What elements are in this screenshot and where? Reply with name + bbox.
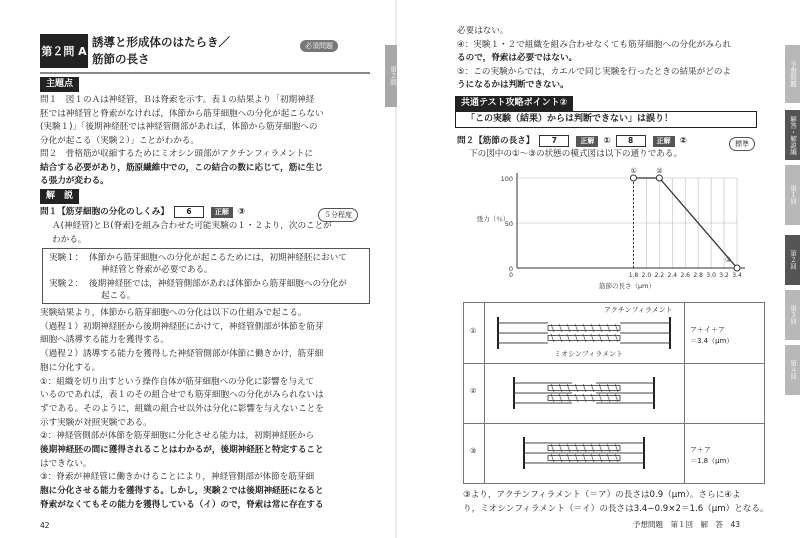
exp1-line-1: 体節から筋芽細胞への分化が起こるためには，初期神経胚において [89,253,347,263]
problem-number: 第２問 A [40,34,88,68]
sarcomere-drawings [484,303,684,483]
filament-diagram [463,302,765,484]
point-text: 「この実験（結果）からは判断できない」は誤り！ [466,114,674,124]
body-line: 胞に分化する。 [40,362,101,373]
body-line: ずである。そのように，組織の組合せ以外は分化に影響を与えないことを [40,403,324,414]
data-point-2 [734,265,740,271]
q1lines-line: わかる。 [52,234,87,245]
sidebar-tab: 第２問 [385,45,400,107]
row2-label: ② [470,387,477,395]
required-badge: 必須問題 [300,40,338,52]
body-line: 脊索がなくてもその能力を獲得している（イ）ので，脊索は常に存在する [40,499,324,510]
title-line-2: 筋節の長さ [92,52,150,66]
exp1-line-2: 神経管と脊索が必要である。 [101,265,213,275]
body-line: ③：脊索が神経管に働きかけることにより，神経管側部が体節を筋芽細 [40,472,315,483]
formula-1: ア＋イ＋ア [690,326,725,334]
point-label-0: ① [630,167,637,175]
body-line: 示す実験が対照実験である。 [40,417,152,428]
body-line: （過程２）誘導する能力を獲得した神経管側部が体節に働きかけ，筋芽細 [40,349,324,360]
body-line: いるのであれば，表１のその組合せでも筋芽細胞への分化がみられないは [40,390,324,401]
y-tick-2: 0 [508,265,513,273]
q1lines-line: Ａ(神経管)とＢ(脊索)を組み合わせた可能実験の１・２より，次のことが [52,221,332,231]
diagram-col-divider-2 [684,303,685,483]
point-label-1: ② [656,167,663,175]
q2-answer-box-2: 8 [616,135,646,147]
divider [40,72,370,74]
exp2-line-2: 起こる。 [101,291,136,301]
sidebar-tab-2: 第１回 [785,165,800,225]
q2-line: 下の図中の①～③の状態の模式図は以下の通りである。 [469,149,683,159]
x-tick-2: 2.0 [641,272,652,279]
kaisetsu-label: 解 説 [40,189,79,204]
sidebar-tab-3: 第２回 [785,235,800,285]
right-page [397,0,800,538]
tension-length-chart [477,163,767,293]
q1-answer-num: ③ [237,207,246,217]
y-tick-0: 100 [500,175,513,183]
q2-answer-box-1: 7 [539,135,569,147]
exp2-label: 実験２： [49,279,84,289]
body-line: 実験結果より，体節から筋芽細胞への分化は以下の仕組みで起こる。 [40,308,307,318]
q1-time-badge: ５分程度 [318,208,358,222]
y-axis-label: 張力（％） [476,215,510,223]
data-point-0 [630,175,636,181]
q1-correct-tag: 正解 [211,207,233,218]
q2-correct-tag-1: 正解 [576,136,598,147]
page-number-right: 予想問題 第１回 解 答 43 [633,520,741,529]
body-line: 胞に分化させる能力を獲得する。しかし，実験２では後期神経胚になると [40,486,324,497]
rbottom-line: り，ミオシンフィラメント（＝イ）の長さは3.4−0.9×2＝1.6（μm）となる。 [463,504,769,514]
title-line-1: 誘導と形成体のはたらき／ [92,35,230,49]
sidebar-tab-4: 第３回 [785,290,800,340]
summary-line: (実験１)」「後期神経胚では神経管側部があれば，体節から筋芽細胞への [40,122,318,132]
left-page [0,0,395,538]
summary-line: 問２ 骨格筋が収縮するためにミオシン頭部がアクチンフィラメントに [40,149,314,159]
summary-line: る張力が変わる。 [40,176,109,186]
x-tick-5: 2.6 [680,272,691,279]
point-box [455,111,757,128]
rtop-line: るので，脊索は必要ではない。 [457,53,578,63]
point-label-2: ③ [725,256,732,264]
x-tick-4: 2.4 [667,272,678,279]
q2-correct-tag-2: 正解 [653,136,675,147]
x-axis-label: 筋節の長さ（μm） [599,282,655,290]
y-tick-1: 50 [504,220,513,228]
row1-label: ① [470,327,477,335]
formula-1-result: ＝3.4（μm） [690,337,734,345]
body-line: 細胞へ誘導する能力を獲得する。 [40,335,169,346]
summary-label: 主題点 [40,77,79,92]
data-point-1 [656,175,662,181]
x-tick-3: 2.2 [654,272,665,279]
actin-label: アクチンフィラメント [604,306,673,314]
q2-answer-num-2: ② [679,136,687,146]
rtop-line: 必要はない。 [457,26,509,36]
q1-heading [40,205,245,219]
exp2-line-1: 後期神経胚では，神経管側部があれば体節から筋芽細胞への分化が [89,279,347,289]
body-line: ①：組織を切り出すという操作自体が筋芽細胞への分化に影響を与えて [40,376,315,387]
rtop-line: ⑤：この実験からでは，カエルで同じ実験を行ったときの結果がどのよ [457,66,732,77]
myosin-label: ミオシンフィラメント [554,350,624,358]
formula-3-result: ＝1.8（μm） [690,457,734,465]
summary-line: 胚では神経管と脊索がなければ，体節から筋芽細胞への分化が起こらない [40,108,324,119]
exp1-label: 実験１： [49,253,84,263]
rtop-line: うになるかは判断できない。 [457,80,569,90]
formula-3: ア＋ア [690,446,711,454]
x-tick-8: 3.2 [719,272,729,279]
page-number-left: 42 [40,521,50,530]
rbottom-line: ③より，アクチンフィラメント（＝ア）の長さは0.9（μm）。さらに④よ [463,490,741,500]
x-tick-6: 2.8 [693,272,703,279]
problem-title [92,34,230,68]
body-line: （過程１）初期神経胚から後期神経胚にかけて，神経管側部が体節を筋芽 [40,321,324,332]
summary-line: 問１ 図１のＡは神経管，Ｂは脊索を示す。表１の結果より「初期神経 [40,95,315,105]
summary-line: 結合する必要があり，筋原繊維中での，この結合の数に応じて，筋に生じ [40,162,324,173]
x-tick-7: 3.0 [706,272,716,279]
x-tick-0: 0 [509,272,513,279]
summary-line: 分化が起こる（実験２）」ことがわかる。 [40,135,199,146]
q2-title: 問２【筋節の長さ】 [457,136,535,146]
q2-level-badge: 標準 [729,137,755,151]
sidebar-tab-5: 第４回 [785,345,800,395]
x-tick-9: 3.4 [732,272,742,279]
q1-title: 問１【筋芽細胞の分化のしくみ】 [40,207,169,217]
body-line: はできない。 [40,458,92,469]
q2-answer-num-1: ① [603,136,611,146]
body-line: ②：神経管側部が体節を筋芽細胞に分化させる能力は，初期神経胚から [40,431,315,442]
sidebar-tab-1: 解答・解説編 [785,110,800,160]
row3-label: ③ [470,447,477,455]
q2-heading [457,134,687,148]
body-line: 後期神経胚の間に獲得されることはわかるが，後期神経胚と特定すること [40,445,324,455]
experiment-box [42,248,370,304]
sidebar-tab-0: 予想問題 [785,45,800,103]
rtop-line: ④：実験１・２で組織を組み合わせなくても筋芽細胞への分化がみられ [457,39,732,50]
q1-answer-box: 6 [174,206,204,218]
x-tick-1: 1.8 [628,272,639,279]
point-label: 共通テスト攻略ポイント② [455,96,573,111]
